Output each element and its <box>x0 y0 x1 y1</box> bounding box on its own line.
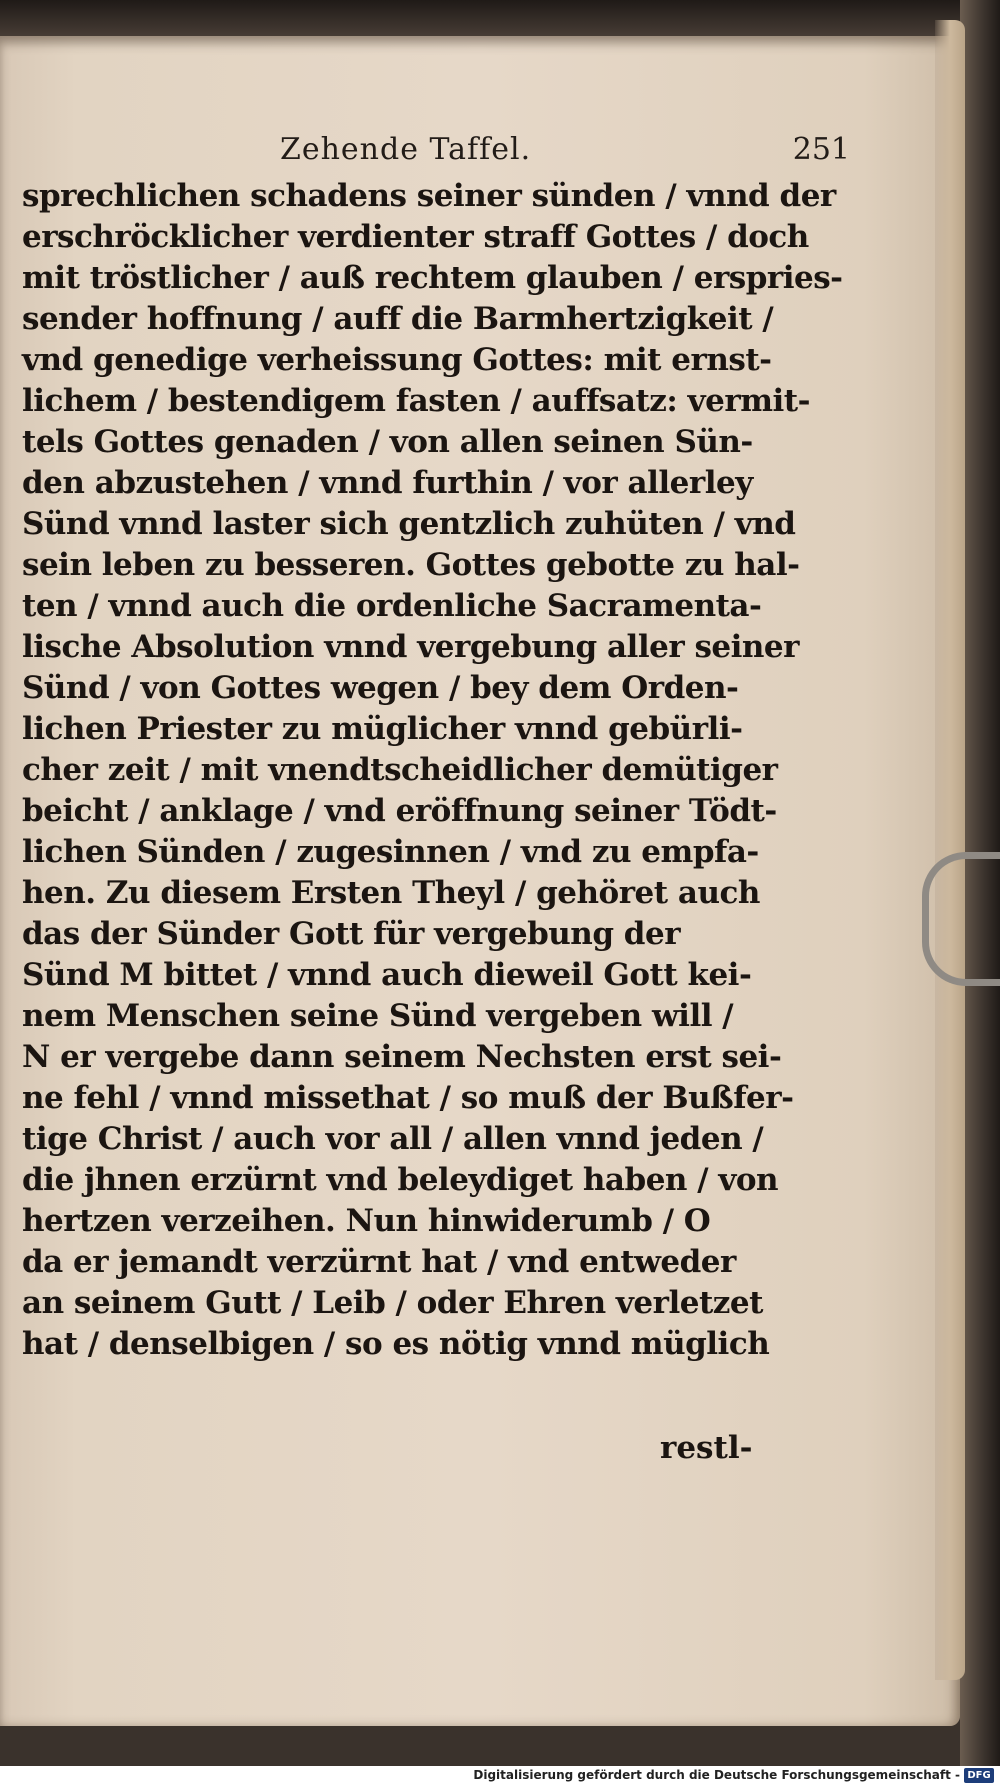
text-line: Sünd vnnd laster sich gentzlich zuhüten / vnd <box>22 506 796 542</box>
text-line: nem Menschen seine Sünd vergeben will / <box>22 998 734 1034</box>
catchword: restl- <box>660 1430 753 1466</box>
text-line: lichen Sünden / zugesinnen / vnd zu empfa- <box>22 834 759 870</box>
text-line: Sünd M bittet / vnnd auch dieweil Gott kei- <box>22 957 752 993</box>
text-line: die jhnen erzürnt vnd beleydiget haben / von <box>22 1162 779 1198</box>
text-line: den abzustehen / vnnd furthin / vor allerley <box>22 465 753 501</box>
text-line: N er vergebe dann seinem Nechsten erst sei- <box>22 1039 782 1075</box>
text-line: mit tröstlicher / auß rechtem glauben / erspries- <box>22 260 843 296</box>
text-line: cher zeit / mit vnendtscheidlicher demütiger <box>22 752 778 788</box>
text-line: ne fehl / vnnd missethat / so muß der Bußfer- <box>22 1080 794 1116</box>
text-line: das der Sünder Gott für vergebung der <box>22 916 681 952</box>
footer-bar <box>0 1766 1000 1786</box>
text-line: tige Christ / auch vor all / allen vnnd jeden / <box>22 1121 764 1157</box>
text-line: an seinem Gutt / Leib / oder Ehren verletzet <box>22 1285 763 1321</box>
text-line: erschröcklicher verdienter straff Gottes / doch <box>22 219 809 255</box>
funding-notice: Digitalisierung gefördert durch die Deutsche Forschungsgemeinschaft - <box>473 1768 960 1782</box>
running-head: Zehende Taffel. <box>280 132 532 167</box>
text-line: lische Absolution vnnd vergebung aller seiner <box>22 629 799 665</box>
text-line: da er jemandt verzürnt hat / vnd entweder <box>22 1244 736 1280</box>
text-line: hen. Zu diesem Ersten Theyl / gehöret auch <box>22 875 760 911</box>
text-line: beicht / anklage / vnd eröffnung seiner Tödt- <box>22 793 777 829</box>
text-line: lichem / bestendigem fasten / auffsatz: vermit- <box>22 383 810 419</box>
body-text <box>22 176 882 1365</box>
text-line: lichen Priester zu müglicher vnnd gebürli- <box>22 711 743 747</box>
page-fold <box>935 20 965 1680</box>
text-line: vnd genedige verheissung Gottes: mit ernst- <box>22 342 772 378</box>
text-line: hertzen verzeihen. Nun hinwiderumb / O <box>22 1203 711 1239</box>
page-clip <box>922 852 1000 986</box>
page-header <box>30 132 910 176</box>
text-line: sender hoffnung / auff die Barmhertzigkeit / <box>22 301 774 337</box>
text-line: hat / denselbigen / so es nötig vnnd müglich <box>22 1326 770 1362</box>
page-number: 251 <box>792 132 850 167</box>
text-line: sein leben zu besseren. Gottes gebotte zu hal- <box>22 547 800 583</box>
scan-top-shadow <box>0 0 1000 40</box>
text-line: tels Gottes genaden / von allen seinen Sün- <box>22 424 753 460</box>
dfg-logo: DFG <box>964 1768 994 1783</box>
text-line: Sünd / von Gottes wegen / bey dem Orden- <box>22 670 739 706</box>
text-line: ten / vnnd auch die ordenliche Sacramenta- <box>22 588 762 624</box>
text-line: sprechlichen schadens seiner sünden / vnnd der <box>22 178 836 214</box>
